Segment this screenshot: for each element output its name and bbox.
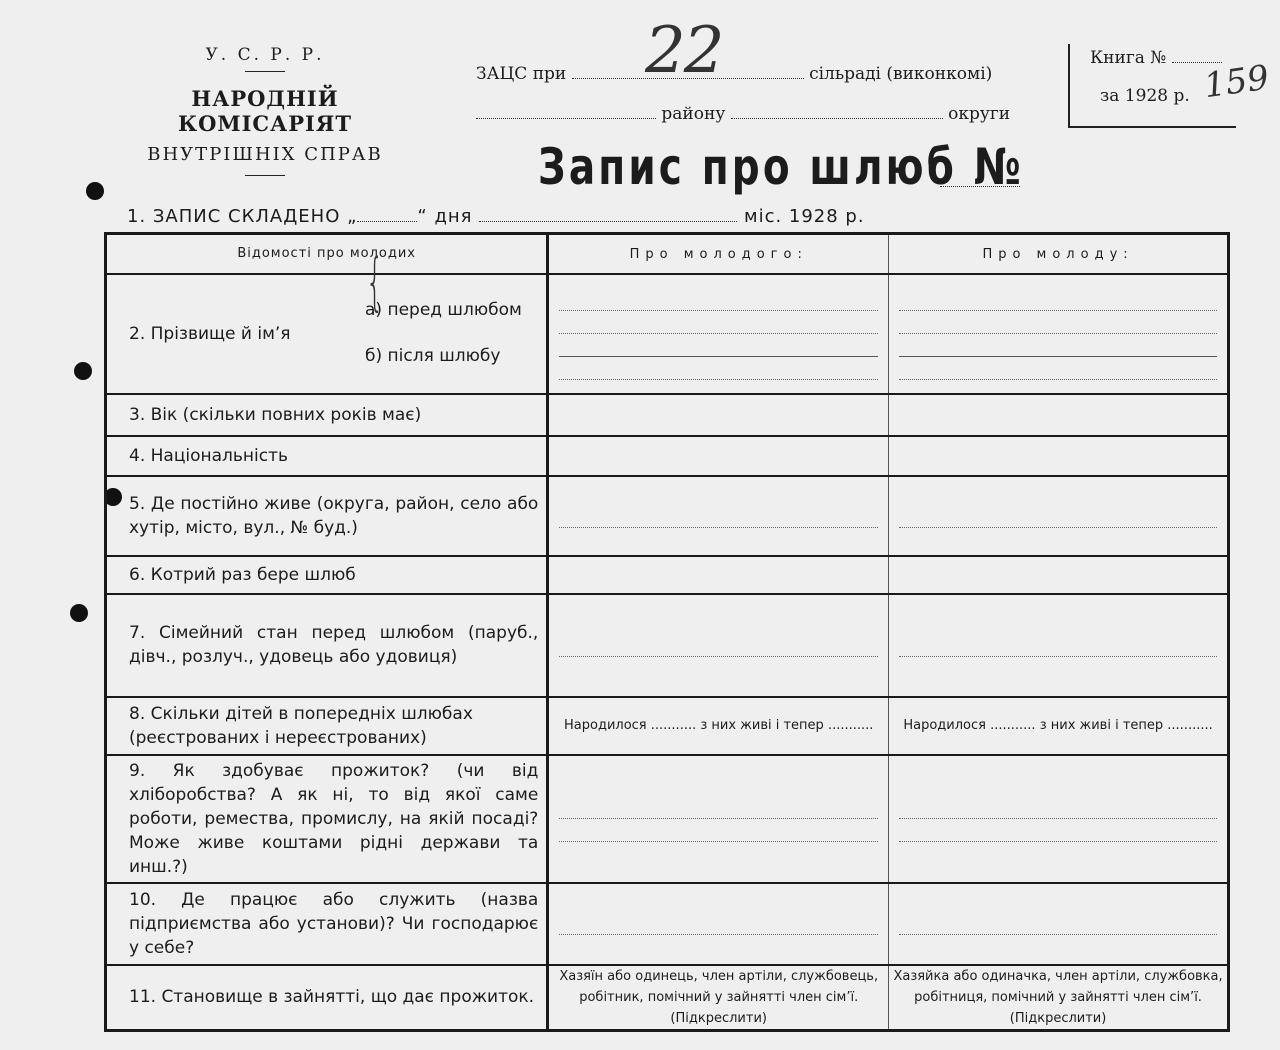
row-label: 11. Становище в зайнятті, що дає прожиток. bbox=[106, 965, 548, 1031]
row-label: 2. Прізвище й ім’я bbox=[129, 324, 291, 345]
groom-children-cell[interactable]: Народилося ........... з них живі і тепер ........... bbox=[548, 697, 889, 755]
row-label: 6. Котрий раз бере шлюб bbox=[106, 556, 548, 594]
entry-line bbox=[559, 796, 878, 819]
column-header-info: Відомості про молодих bbox=[106, 234, 548, 275]
groom-name-cell[interactable] bbox=[548, 274, 889, 394]
entry-line bbox=[559, 311, 878, 334]
okrug-label: округи bbox=[948, 104, 1011, 124]
entry-line bbox=[899, 505, 1217, 528]
month-year-label: міс. 1928 р. bbox=[743, 206, 865, 227]
column-header-bride: Про молоду: bbox=[889, 234, 1229, 275]
entry-line bbox=[899, 357, 1217, 380]
table-row bbox=[106, 476, 1229, 556]
entry-line bbox=[899, 819, 1217, 842]
groom-residence-cell[interactable] bbox=[548, 476, 889, 556]
entry-line bbox=[559, 288, 878, 311]
day-label: “ дня bbox=[417, 206, 473, 227]
sub-label-before: а) перед шлюбом bbox=[365, 300, 522, 321]
entry-line bbox=[899, 796, 1217, 819]
brace-symbol: { bbox=[365, 245, 384, 319]
entry-line bbox=[559, 505, 878, 528]
entry-line bbox=[559, 912, 878, 935]
table-row bbox=[106, 697, 1229, 755]
entry-line bbox=[899, 311, 1217, 334]
okrug-field[interactable] bbox=[731, 118, 943, 119]
entry-line bbox=[559, 634, 878, 657]
groom-age-cell[interactable] bbox=[548, 394, 889, 436]
entry-line bbox=[559, 357, 878, 380]
handwritten-number: 22 bbox=[645, 14, 723, 88]
marriage-record-table bbox=[104, 232, 1230, 1032]
row-label: 5. Де постійно живе (округа, район, село або хутір, місто, вул., № буд.) bbox=[106, 476, 548, 556]
entry-line bbox=[899, 334, 1217, 357]
row-label: 4. Національність bbox=[106, 436, 548, 476]
book-number-line bbox=[1090, 48, 1222, 68]
bride-livelihood-cell[interactable] bbox=[889, 755, 1229, 883]
bride-age-cell[interactable] bbox=[889, 394, 1229, 436]
divider bbox=[245, 175, 285, 176]
entry-line bbox=[899, 634, 1217, 657]
bride-marital-status-cell[interactable] bbox=[889, 594, 1229, 696]
bride-residence-cell[interactable] bbox=[889, 476, 1229, 556]
row-label: 8. Скільки дітей в попередніх шлюбах (реєстрованих і нереєстрованих) bbox=[106, 697, 548, 755]
department-label: ВНУТРІШНІХ СПРАВ bbox=[147, 144, 383, 165]
punch-hole bbox=[70, 604, 88, 622]
table-row bbox=[106, 883, 1229, 965]
row-label: 10. Де працює або служить (назва підприємства або установи)? Чи господарює у себе? bbox=[106, 883, 548, 965]
groom-marriage-count-cell[interactable] bbox=[548, 556, 889, 594]
groom-marital-status-cell[interactable] bbox=[548, 594, 889, 696]
bride-nationality-cell[interactable] bbox=[889, 436, 1229, 476]
groom-occupation-status-cell[interactable]: Хазяїн або одинець, член артіли, службовець, робітник, помічний у зайнятті член сім’ї. (Підкреслити) bbox=[548, 965, 889, 1031]
row-label: 9. Як здобуває прожиток? (чи від хліборобства? А як ні, то від якої саме роботи, ремества, промислу, на якій посаді? Може живе коштами рідні держави та инш.?) bbox=[106, 755, 548, 883]
bride-children-cell[interactable]: Народилося ........... з них живі і тепер ........... bbox=[889, 697, 1229, 755]
column-header-groom: Про молодого: bbox=[548, 234, 889, 275]
groom-workplace-cell[interactable] bbox=[548, 883, 889, 965]
commissariat-label: НАРОДНІЙ КОМІСАРІЯТ bbox=[177, 86, 353, 136]
page-title: Запис про шлюб № bbox=[538, 138, 1024, 196]
table-row bbox=[106, 965, 1229, 1031]
row-label: 3. Вік (скільки повних років має) bbox=[106, 394, 548, 436]
village-council-label: сільраді (виконкомі) bbox=[809, 64, 993, 84]
groom-livelihood-cell[interactable] bbox=[548, 755, 889, 883]
zacs-line bbox=[476, 64, 992, 84]
month-field[interactable] bbox=[479, 221, 737, 222]
punch-hole bbox=[74, 362, 92, 380]
zacs-label: ЗАЦС при bbox=[476, 64, 567, 84]
entry-line bbox=[559, 334, 878, 357]
record-number-field[interactable] bbox=[940, 186, 1020, 187]
bride-marriage-count-cell[interactable] bbox=[889, 556, 1229, 594]
sub-label-after: б) після шлюбу bbox=[365, 346, 501, 367]
issuer-header bbox=[110, 45, 420, 176]
entry-line bbox=[899, 288, 1217, 311]
book-year-label: за 1928 р. bbox=[1100, 86, 1190, 106]
table-row bbox=[106, 274, 1229, 394]
book-label: Книга № bbox=[1090, 48, 1167, 68]
punch-hole bbox=[86, 182, 104, 200]
day-field[interactable] bbox=[357, 221, 417, 222]
table-header-row bbox=[106, 234, 1229, 275]
record-label: 1. ЗАПИС СКЛАДЕНО „ bbox=[127, 206, 358, 227]
ussr-label: У. С. Р. Р. bbox=[205, 45, 325, 65]
row-label: 7. Сімейний стан перед шлюбом (паруб., дівч., розлуч., удовець або удовиця) bbox=[106, 594, 548, 696]
record-date-line bbox=[127, 206, 865, 227]
bride-workplace-cell[interactable] bbox=[889, 883, 1229, 965]
book-number-field[interactable] bbox=[1172, 62, 1222, 63]
divider bbox=[245, 71, 285, 72]
handwritten-book-number: 159 bbox=[1201, 57, 1272, 107]
district-line bbox=[476, 104, 1010, 124]
bride-name-cell[interactable] bbox=[889, 274, 1229, 394]
bride-occupation-status-cell[interactable]: Хазяйка або одиначка, член артіли, службовка, робітниця, помічний у зайнятті член сім’ї. (Підкреслити) bbox=[889, 965, 1229, 1031]
entry-line bbox=[899, 912, 1217, 935]
district-label: району bbox=[661, 104, 726, 124]
table-row bbox=[106, 394, 1229, 436]
table-row bbox=[106, 556, 1229, 594]
district-field[interactable] bbox=[476, 118, 656, 119]
entry-line bbox=[559, 819, 878, 842]
table-row bbox=[106, 755, 1229, 883]
table-row bbox=[106, 436, 1229, 476]
table-row bbox=[106, 594, 1229, 696]
groom-nationality-cell[interactable] bbox=[548, 436, 889, 476]
